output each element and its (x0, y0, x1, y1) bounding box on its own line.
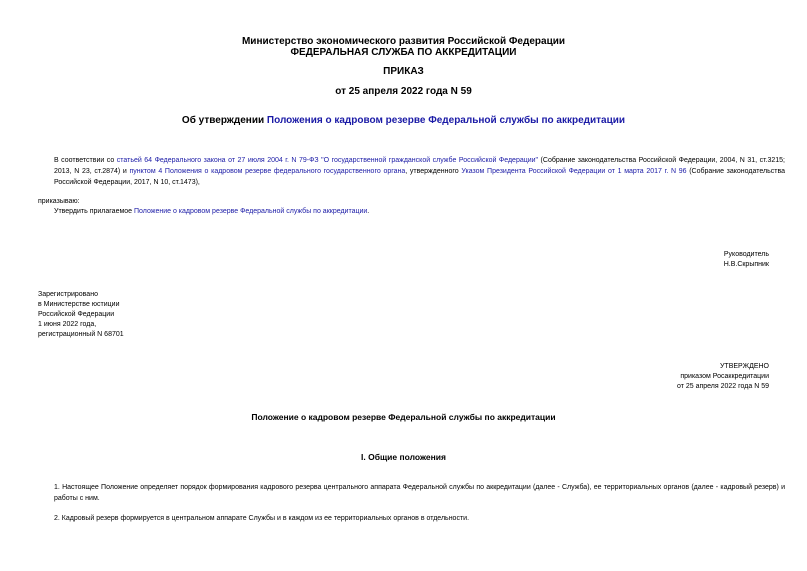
approved-label: УТВЕРЖДЕНО (719, 363, 769, 370)
registration-line: 1 июня 2022 года, (38, 321, 97, 328)
prikazyvayu: приказываю: (38, 198, 80, 205)
title-link[interactable]: Положения о кадровом резерве Федеральной службы по аккредитации (266, 115, 626, 126)
signature-name: Н.В.Скрыпник (723, 261, 769, 268)
approved-by: приказом Росаккредитации (680, 373, 769, 380)
ministry-name: Министерство экономического развития Российской Федерации (241, 36, 566, 47)
section-heading: I. Общие положения (361, 452, 446, 462)
preamble-link-decree[interactable]: Указом Президента Российской Федерации от 1 марта 2017 г. N 96 (461, 168, 687, 175)
preamble-paragraph (38, 155, 785, 188)
paragraph-1: 1. Настоящее Положение определяет порядок формирования кадрового резерва центрального аппарата Федеральной службы по аккредитации (далее - Служба), ее территориальных органов (далее - кадровый резерв) и работы с ним. (54, 484, 785, 502)
approve-text: Утвердить прилагаемое (54, 208, 135, 215)
preamble-link-law[interactable]: статьей 64 Федерального закона от 27 июля 2004 г. N 79-ФЗ "О государственной гражданской службе Российской Федерации" (116, 157, 539, 164)
approved-date: от 25 апреля 2022 года N 59 (676, 383, 769, 390)
preamble-text-3: , утвержденного (405, 168, 462, 175)
preamble-text-2: (Собрание законодательства Российской Федерации, 2004, N 31, ст.3215; 2013, N 23, ст.2874) и (54, 157, 785, 175)
document-title (0, 115, 807, 127)
preamble-text-4: (Собрание законодательства Российской Федерации, 2017, N 10, ст.1473), (54, 168, 785, 186)
registration-line: Российской Федерации (38, 311, 115, 318)
approve-link[interactable]: Положение о кадровом резерве Федеральной службы по аккредитации (134, 208, 368, 215)
service-name: ФЕДЕРАЛЬНАЯ СЛУЖБА ПО АККРЕДИТАЦИИ (290, 47, 517, 58)
preamble-link-regulation[interactable]: пунктом 4 Положения о кадровом резерве федерального государственного органа (129, 168, 406, 175)
paragraph-2: 2. Кадровый резерв формируется в центральном аппарате Службы и в каждом из ее территориальных органов в отдельности. (54, 515, 470, 522)
registration-line: регистрационный N 68701 (38, 331, 124, 338)
preamble-text-1: В соответствии со (54, 157, 117, 164)
regulation-title: Положение о кадровом резерве Федеральной службы по аккредитации (251, 412, 556, 422)
signature-role: Руководитель (723, 251, 769, 258)
approve-line (54, 207, 369, 217)
registration-line: Зарегистрировано (38, 291, 98, 298)
title-prefix: Об утверждении (181, 115, 267, 126)
doc-date-number: от 25 апреля 2022 года N 59 (335, 86, 472, 97)
registration-line: в Министерстве юстиции (38, 301, 120, 308)
doc-type: ПРИКАЗ (383, 66, 424, 77)
approve-end: . (367, 208, 370, 215)
